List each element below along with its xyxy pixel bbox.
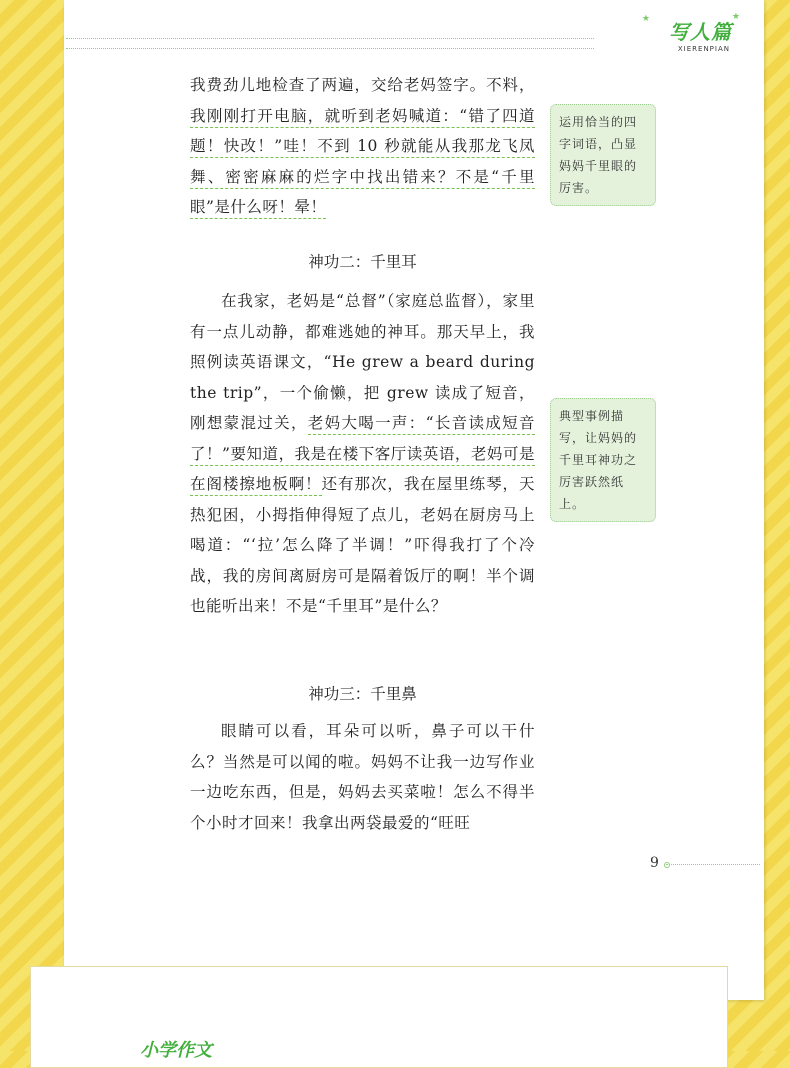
next-page bbox=[30, 966, 728, 1068]
paragraph-2-tail: 还有那次，我在屋里练琴，天热犯困，小拇指伸得短了点儿，老妈在厨房马上喝道：“‘拉’怎么降了半调！”吓得我打了个冷战，我的房间离厨房可是隔着饭厅的啊！半个调也能听出来！不是“千里耳”是什么？ bbox=[190, 475, 535, 615]
paragraph-3 bbox=[190, 716, 535, 838]
page-number-rule bbox=[666, 864, 760, 866]
paragraph-1 bbox=[190, 70, 535, 223]
star-icon: ★ bbox=[731, 12, 740, 22]
highlighted-text: 老妈大喝一声：“长音读成短音了！”要知道，我是在楼下客厅读英语，老妈可是在阁楼擦地板啊！ bbox=[190, 414, 535, 496]
footer-brand: 小学作文 bbox=[140, 1040, 212, 1061]
star-icon: ★ bbox=[641, 14, 650, 24]
paragraph-2-lead: 在我家，老妈是“总督”（家庭总监督），家里有一点儿动静，都难逃她的神耳。那天早上，我照例读英语课文，“He grew a beard during the trip”，一个偷懒，把 grew 读成了短音，刚想蒙混过关， bbox=[190, 292, 535, 432]
header-rule bbox=[66, 38, 594, 49]
section-heading-2: 神功二：千里耳 bbox=[308, 253, 417, 271]
paragraph-2 bbox=[190, 286, 535, 622]
header-brand bbox=[576, 10, 746, 56]
highlighted-text: 我刚刚打开电脑，就听到老妈喊道：“错了四道题！快改！”哇！不到 10 秒就能从我那龙飞凤舞、密密麻麻的烂字中找出错来？不是“千里眼”是什么呀！晕！ bbox=[190, 107, 535, 220]
section-heading-3: 神功三：千里鼻 bbox=[308, 685, 417, 703]
margin-note-1: 运用恰当的四字词语，凸显妈妈千里眼的厉害。 bbox=[550, 104, 656, 206]
margin-note-2: 典型事例描写，让妈妈的千里耳神功之厉害跃然纸上。 bbox=[550, 398, 656, 522]
page-number: 9 bbox=[650, 855, 659, 871]
paragraph-3-text: 眼睛可以看，耳朵可以听，鼻子可以干什么？当然是可以闻的啦。妈妈不让我一边写作业一边吃东西，但是，妈妈去买菜啦！怎么不得半个小时才回来！我拿出两袋最爱的“旺旺 bbox=[190, 722, 535, 832]
section-subtitle: XIERENPIAN bbox=[677, 45, 730, 53]
section-title: 写人篇 bbox=[669, 20, 732, 44]
paragraph-1-lead: 我费劲儿地检查了两遍，交给老妈签字。不料， bbox=[190, 76, 535, 94]
